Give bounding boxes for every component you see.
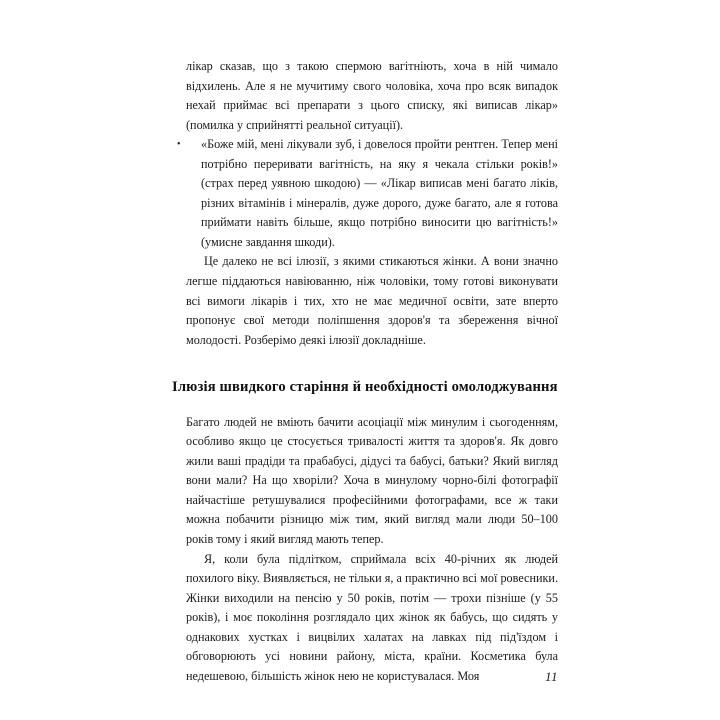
paragraph-body-2: Я, коли була підлітком, сприймала всіх 40-річних як людей похилого віку. Виявляється, не тільки я, а практично всі мої ровесники. Жінки виходили на пенсію у 50 років, потім — трохи пізніше (у 55 років), і моє покоління розглядало цих жінок як бабусь, що сидять у однакових хустках і вицвілих халатах на лавках під під'їздом і обговорюють усі новини району, міста, країни. Косметика була недешевою, більшість жінок нею не користувалася. Моя [186, 551, 558, 683]
list-item [177, 135, 558, 252]
page-text-column [172, 57, 558, 686]
paragraph-after-bullets: Це далеко не всі ілюзії, з якими стикаються жінки. А вони значно легше піддаються навіюванню, ніж чоловіки, тому готові виконувати всі вимоги лікарів і тих, хто не має медичної освіти, зате вперто пропонує свої методи поліпшення здоров'я та збереження вічної молодості. Розберімо деякі ілюзії докладніше. [186, 254, 558, 347]
paragraph-body-1: Багато людей не вміють бачити асоціації між минулим і сьогоденням, особливо якщо це стосується тривалості життя та здоров'я. Як довго жили ваші прадіди та прабабусі, дідусі та бабусі, батьки? Який вигляд вони мали? На що хворіли? Хоча в минулому чорно-білі фотографії найчастіше ретушувалися професійними фотографами, все ж таки можна побачити різницю між тим, який вигляд мали люди 50–100 років тому і який вигляд мають тепер. [186, 414, 558, 546]
bullet-icon: • [177, 139, 181, 151]
section-heading: Ілюзія швидкого старіння й необхідності омолоджування [172, 379, 558, 396]
illusion-quotes-list [177, 135, 558, 252]
section-heading-container [172, 350, 558, 413]
list-item-text: «Боже мій, мені лікували зуб, і довелося пройти рентген. Тепер мені потрібно переривати вагітність, на яку я чекала стільки років!» (страх перед уявною шкодою) — «Лікар виписав мені багато ліків, різних вітамінів і мінералів, дуже дорого, дуже багато, але я готова приймати навіть більше, якщо потрібно виносити цю вагітність!» (умисне завдання шкоди). [201, 137, 558, 249]
page-number: 11 [544, 669, 558, 684]
paragraph-continued-from-previous-page: лікар сказав, що з такою спермою вагітніють, хоча в ній чимало відхилень. Але я не мучитиму свого чоловіка, хоча про всяк випадок нехай приймає всі препарати з цього списку, які виписав лікар» (помилка у сприйнятті реальної ситуації). [186, 59, 558, 132]
